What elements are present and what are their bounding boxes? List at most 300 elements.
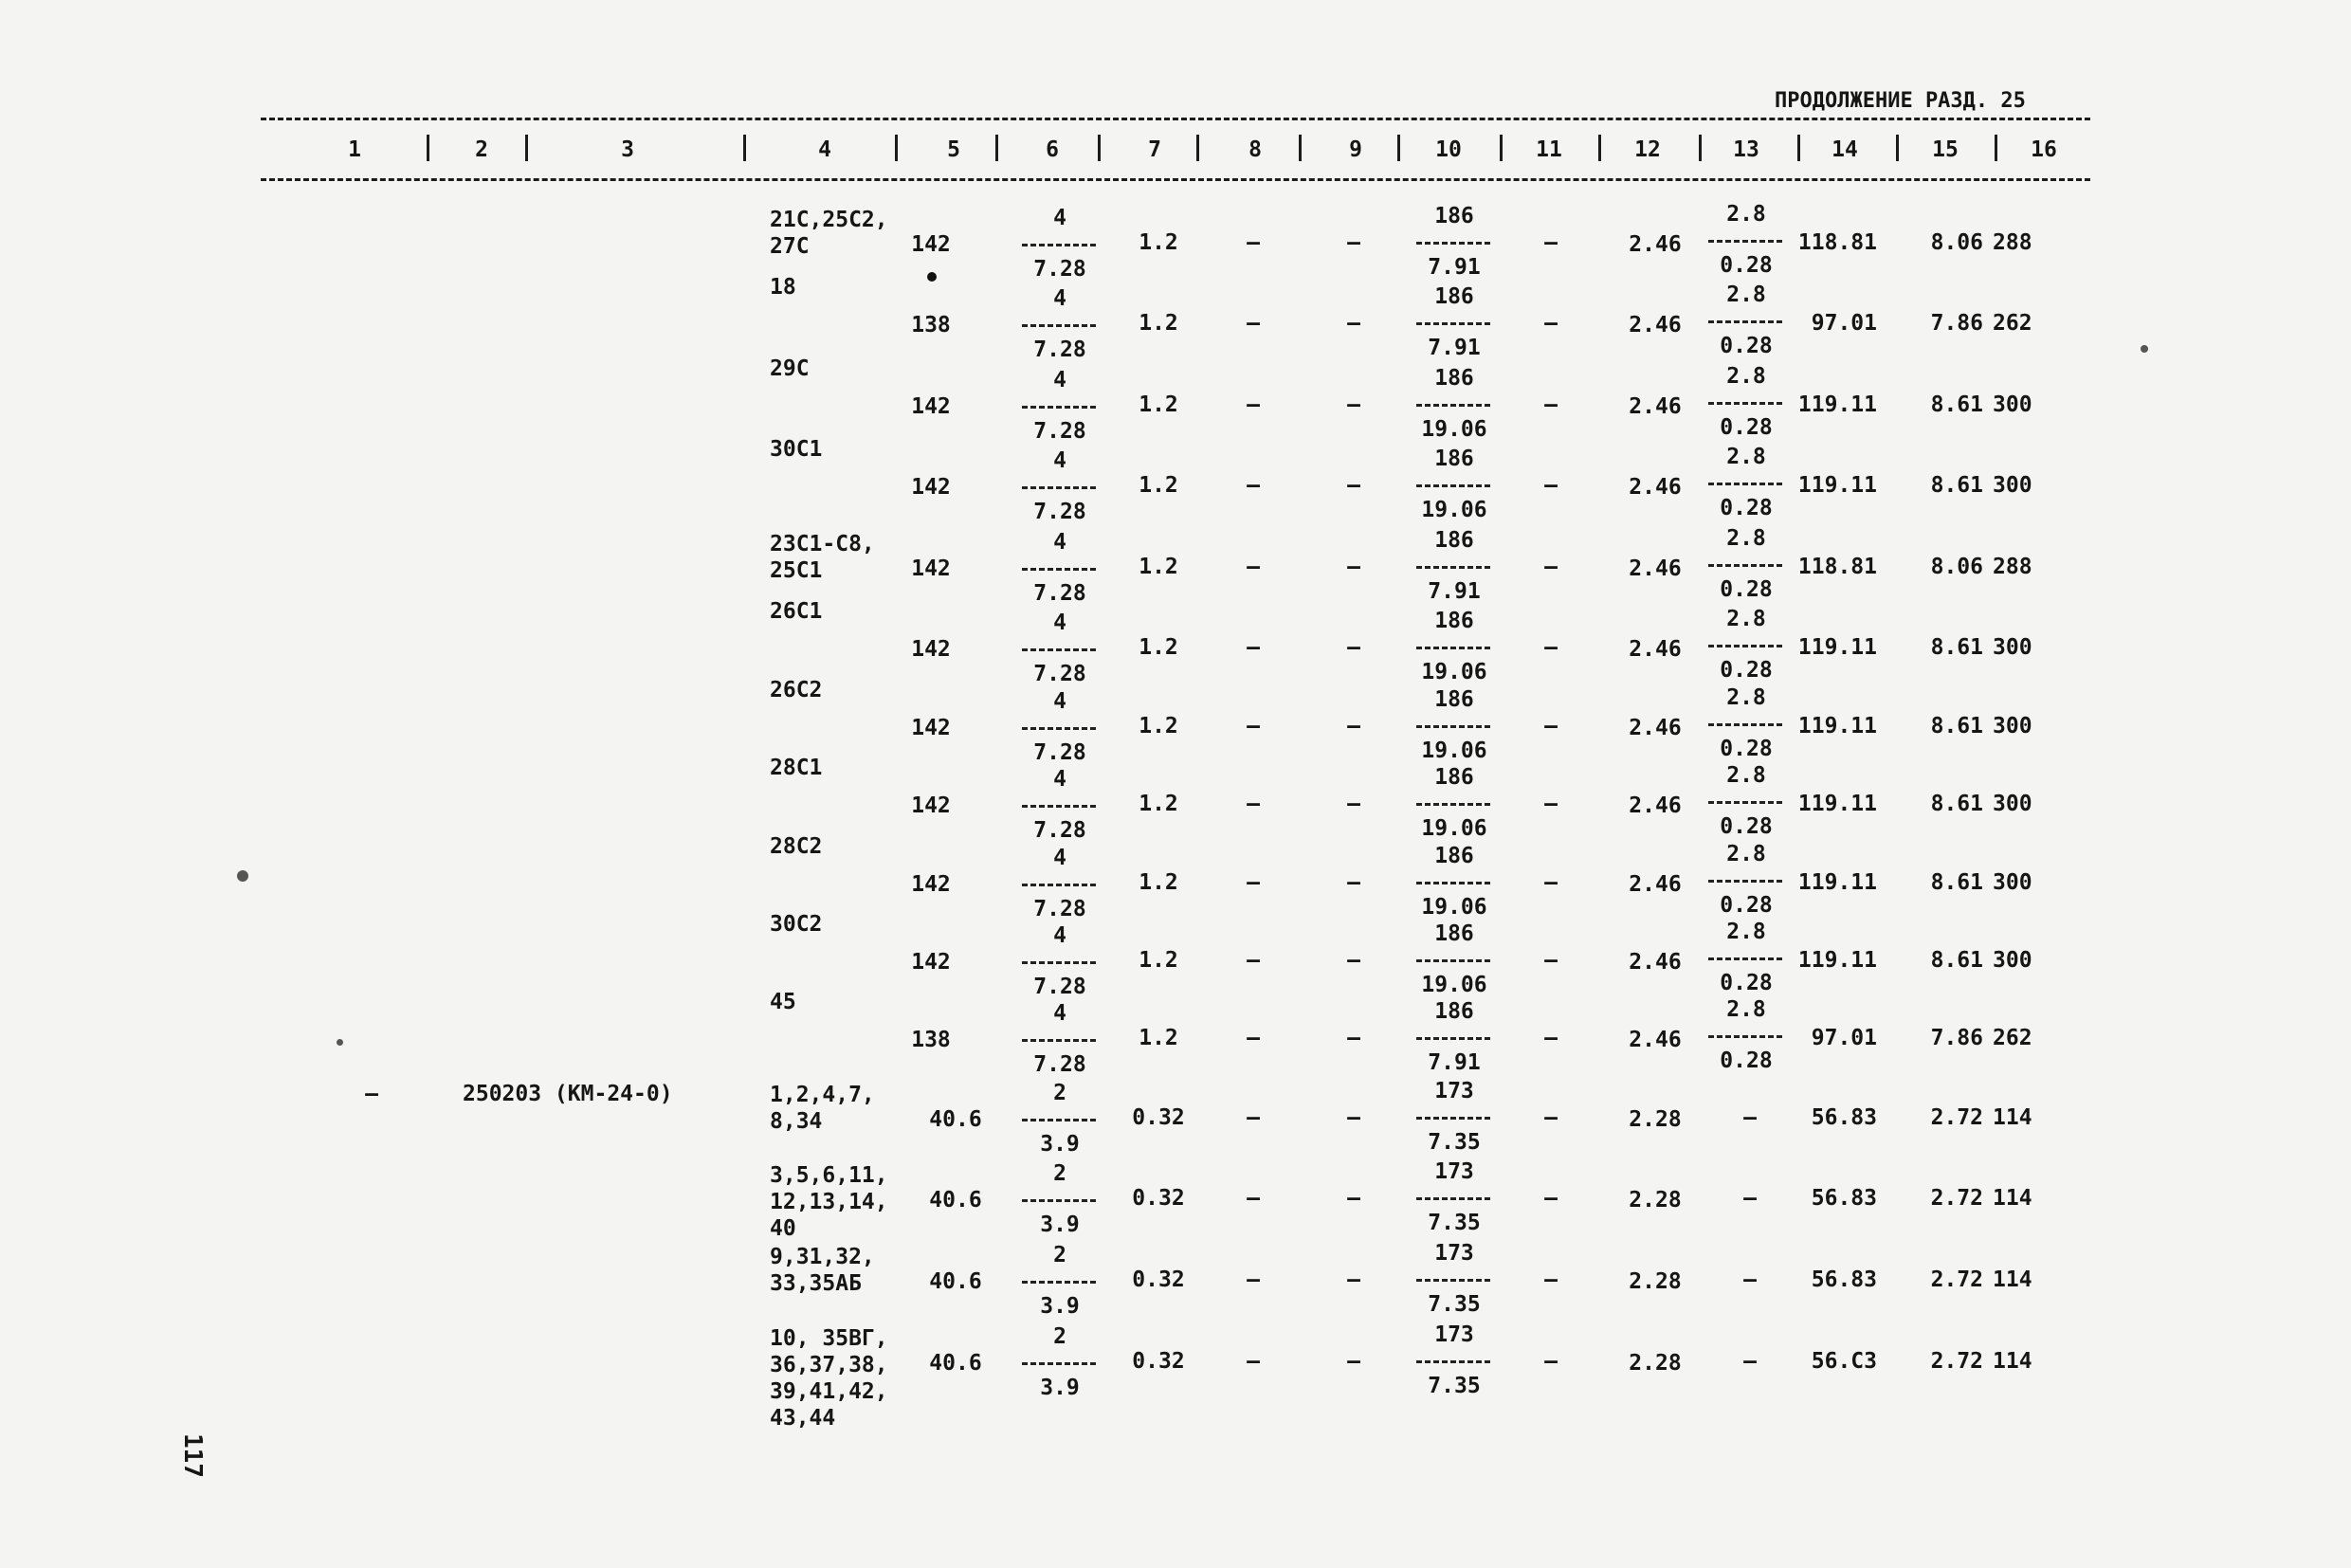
cell-col16: 114	[1993, 1105, 2032, 1130]
fraction-bar	[1416, 882, 1490, 884]
cell-col8: –	[1247, 1026, 1260, 1050]
cell-col5: 40.6	[929, 1269, 982, 1294]
scan-speck	[237, 870, 248, 882]
fraction-numerator: 186	[1434, 921, 1474, 946]
cell-col16: 300	[1993, 392, 2032, 417]
cell-col8: –	[1247, 555, 1260, 579]
cell-col12: 2.46	[1629, 313, 1682, 337]
cell-col8: –	[1247, 714, 1260, 738]
cell-col12: 2.46	[1629, 950, 1682, 975]
fraction-denominator: 19.06	[1421, 498, 1487, 522]
cell-col9: –	[1347, 714, 1360, 738]
group-col3-code: 250203 (КМ-24-0)	[463, 1082, 673, 1106]
fraction-denominator: 0.28	[1720, 1048, 1773, 1073]
cell-col12: 2.46	[1629, 1028, 1682, 1052]
cell-col15: 8.61	[1930, 473, 1983, 498]
fraction-bar	[1022, 648, 1096, 651]
column-separator	[1098, 135, 1101, 161]
fraction-bar	[1022, 727, 1096, 730]
cell-col8: –	[1247, 473, 1260, 498]
cell-col16: 300	[1993, 792, 2032, 816]
fraction-numerator: 186	[1434, 204, 1474, 228]
cell-col7: 1.2	[1139, 870, 1178, 895]
cell-col8: –	[1247, 1105, 1260, 1130]
cell-col14: 119.11	[1797, 392, 1877, 417]
fraction-denominator: 0.28	[1720, 415, 1773, 440]
cell-col8: –	[1247, 1349, 1260, 1374]
cell-col8: –	[1247, 1186, 1260, 1211]
fraction-denominator: 7.28	[1033, 419, 1086, 444]
fraction-denominator: 0.28	[1720, 334, 1773, 358]
column-header-16: 16	[2031, 137, 2057, 162]
cell-col12: 2.28	[1629, 1351, 1682, 1376]
cell-col4-ids: 28С2	[770, 834, 823, 859]
fraction-numerator: 2.8	[1726, 445, 1766, 469]
fraction-bar	[1416, 322, 1490, 325]
cell-col15: 2.72	[1930, 1105, 1983, 1130]
cell-col4-ids: 30С2	[770, 912, 823, 937]
cell-col4-ids: 40	[770, 1216, 796, 1241]
cell-col9: –	[1347, 473, 1360, 498]
column-separator	[1797, 135, 1800, 161]
cell-col4-ids: 9,31,32,	[770, 1245, 875, 1269]
fraction-bar	[1416, 404, 1490, 407]
cell-col16: 262	[1993, 311, 2032, 336]
column-header-2: 2	[475, 137, 488, 162]
fraction-bar	[1708, 645, 1782, 647]
cell-col12: 2.28	[1629, 1107, 1682, 1132]
fraction-denominator: 0.28	[1720, 737, 1773, 761]
fraction-numerator: 2.8	[1726, 763, 1766, 788]
fraction-numerator: 4	[1053, 368, 1066, 392]
fraction-denominator: 7.35	[1428, 1130, 1481, 1155]
scan-speck	[337, 1039, 343, 1046]
cell-col16: 300	[1993, 714, 2032, 738]
cell-col9: –	[1347, 1186, 1360, 1211]
fraction-denominator: 7.28	[1033, 257, 1086, 282]
fraction-denominator: 7.28	[1033, 662, 1086, 686]
cell-col4-ids: 8,34	[770, 1109, 823, 1134]
fraction-numerator: 186	[1434, 765, 1474, 790]
cell-col11: –	[1544, 230, 1558, 255]
cell-col14: 97.01	[1811, 1026, 1877, 1050]
fraction-numerator: 2	[1053, 1243, 1066, 1267]
cell-col4-ids: 33,35АБ	[770, 1271, 862, 1296]
fraction-denominator: 19.06	[1421, 895, 1487, 920]
cell-col14: 97.01	[1811, 311, 1877, 336]
cell-col9: –	[1347, 870, 1360, 895]
fraction-bar	[1708, 801, 1782, 804]
fraction-bar	[1416, 242, 1490, 245]
fraction-numerator: 2.8	[1726, 920, 1766, 944]
column-header-1: 1	[348, 137, 361, 162]
fraction-numerator: 4	[1053, 286, 1066, 311]
cell-col4-ids: 28С1	[770, 756, 823, 780]
cell-col12: 2.28	[1629, 1188, 1682, 1212]
fraction-bar	[1416, 959, 1490, 962]
fraction-denominator: 7.28	[1033, 337, 1086, 362]
cell-col11: –	[1544, 311, 1558, 336]
fraction-denominator: 3.9	[1040, 1132, 1080, 1157]
fraction-numerator: 2.8	[1726, 526, 1766, 551]
fraction-denominator: 0.28	[1720, 893, 1773, 918]
cell-col15: 8.61	[1930, 635, 1983, 660]
cell-col16: 114	[1993, 1186, 2032, 1211]
fraction-bar	[1708, 402, 1782, 405]
cell-col15: 8.06	[1930, 230, 1983, 255]
fraction-bar	[1022, 805, 1096, 808]
fraction-denominator: 7.35	[1428, 1211, 1481, 1235]
cell-col7: 1.2	[1139, 714, 1178, 738]
cell-col11: –	[1544, 392, 1558, 417]
cell-col14: 119.11	[1797, 635, 1877, 660]
fraction-bar	[1022, 1281, 1096, 1284]
fraction-bar	[1708, 723, 1782, 726]
cell-col16: 300	[1993, 870, 2032, 895]
cell-col12: 2.46	[1629, 872, 1682, 897]
fraction-numerator: 4	[1053, 767, 1066, 792]
fraction-bar	[1022, 1039, 1096, 1042]
fraction-bar	[1708, 1035, 1782, 1038]
fraction-denominator: 7.28	[1033, 1052, 1086, 1077]
cell-col4-ids: 26С2	[770, 678, 823, 702]
cell-col14: 118.81	[1797, 230, 1877, 255]
cell-col9: –	[1347, 1105, 1360, 1130]
fraction-bar	[1022, 961, 1096, 964]
cell-col8: –	[1247, 792, 1260, 816]
column-separator	[1896, 135, 1899, 161]
cell-col12: 2.46	[1629, 556, 1682, 581]
fraction-denominator: 7.28	[1033, 581, 1086, 606]
column-header-13: 13	[1733, 137, 1759, 162]
column-separator	[427, 135, 429, 161]
fraction-bar	[1416, 1360, 1490, 1363]
fraction-numerator: 2.8	[1726, 364, 1766, 389]
fraction-denominator: 7.91	[1428, 579, 1481, 604]
column-header-5: 5	[947, 137, 960, 162]
cell-col4-ids: 25С1	[770, 558, 823, 583]
cell-col4-ids: 1,2,4,7,	[770, 1083, 875, 1107]
fraction-bar	[1022, 486, 1096, 489]
cell-col14: 56.83	[1811, 1105, 1877, 1130]
fraction-numerator: 186	[1434, 687, 1474, 712]
cell-col5: 142	[911, 232, 951, 257]
column-header-15: 15	[1932, 137, 1959, 162]
cell-col13: –	[1743, 1349, 1757, 1374]
cell-col12: 2.46	[1629, 475, 1682, 500]
fraction-numerator: 2	[1053, 1161, 1066, 1186]
cell-col14: 119.11	[1797, 948, 1877, 973]
fraction-numerator: 186	[1434, 844, 1474, 868]
cell-col8: –	[1247, 870, 1260, 895]
fraction-denominator: 0.28	[1720, 577, 1773, 602]
fraction-bar	[1022, 1119, 1096, 1121]
cell-col12: 2.46	[1629, 793, 1682, 818]
cell-col8: –	[1247, 311, 1260, 336]
cell-col12: 2.46	[1629, 394, 1682, 419]
fraction-numerator: 4	[1053, 1001, 1066, 1026]
fraction-denominator: 19.06	[1421, 660, 1487, 684]
cell-col14: 119.11	[1797, 792, 1877, 816]
column-separator	[525, 135, 528, 161]
cell-col16: 288	[1993, 555, 2032, 579]
cell-col13: –	[1743, 1105, 1757, 1130]
fraction-bar	[1022, 568, 1096, 571]
cell-col7: 1.2	[1139, 1026, 1178, 1050]
cell-col5: 40.6	[929, 1107, 982, 1132]
cell-col8: –	[1247, 948, 1260, 973]
fraction-numerator: 2	[1053, 1081, 1066, 1105]
fraction-bar	[1416, 1279, 1490, 1282]
column-separator	[1995, 135, 1997, 161]
fraction-numerator: 186	[1434, 999, 1474, 1024]
cell-col5: 142	[911, 637, 951, 662]
fraction-numerator: 2.8	[1726, 283, 1766, 307]
column-header-10: 10	[1435, 137, 1462, 162]
fraction-bar	[1708, 957, 1782, 960]
cell-col9: –	[1347, 1349, 1360, 1374]
cell-col9: –	[1347, 1267, 1360, 1292]
cell-col14: 118.81	[1797, 555, 1877, 579]
fraction-denominator: 3.9	[1040, 1294, 1080, 1319]
cell-col8: –	[1247, 392, 1260, 417]
cell-col7: 1.2	[1139, 948, 1178, 973]
fraction-bar	[1022, 1362, 1096, 1365]
cell-col4-ids: 30С1	[770, 437, 823, 462]
cell-col14: 56.C3	[1811, 1349, 1877, 1374]
cell-col9: –	[1347, 555, 1360, 579]
cell-col5: 138	[911, 1028, 951, 1052]
fraction-numerator: 173	[1434, 1079, 1474, 1103]
fraction-bar	[1416, 803, 1490, 806]
fraction-denominator: 7.91	[1428, 1050, 1481, 1075]
cell-col15: 7.86	[1930, 1026, 1983, 1050]
fraction-numerator: 4	[1053, 923, 1066, 948]
cell-col9: –	[1347, 1026, 1360, 1050]
cell-col11: –	[1544, 870, 1558, 895]
fraction-bar	[1022, 244, 1096, 246]
cell-col4-ids: 18	[770, 275, 796, 300]
fraction-bar	[1416, 1197, 1490, 1200]
column-header-6: 6	[1046, 137, 1059, 162]
fraction-denominator: 19.06	[1421, 973, 1487, 997]
fraction-numerator: 4	[1053, 530, 1066, 555]
cell-col16: 300	[1993, 473, 2032, 498]
cell-col7: 1.2	[1139, 555, 1178, 579]
fraction-bar	[1022, 324, 1096, 327]
fraction-numerator: 186	[1434, 366, 1474, 391]
fraction-numerator: 186	[1434, 284, 1474, 309]
cell-col12: 2.46	[1629, 637, 1682, 662]
cell-col13: –	[1743, 1267, 1757, 1292]
cell-col14: 119.11	[1797, 473, 1877, 498]
fraction-bar	[1416, 484, 1490, 487]
cell-col16: 114	[1993, 1349, 2032, 1374]
fraction-denominator: 7.35	[1428, 1292, 1481, 1317]
cell-col8: –	[1247, 635, 1260, 660]
column-header-9: 9	[1349, 137, 1362, 162]
cell-col11: –	[1544, 1186, 1558, 1211]
cell-col13: –	[1743, 1186, 1757, 1211]
cell-col11: –	[1544, 473, 1558, 498]
fraction-numerator: 2.8	[1726, 842, 1766, 866]
cell-col5: 142	[911, 716, 951, 740]
fraction-numerator: 2.8	[1726, 685, 1766, 710]
header-rule-bottom	[261, 178, 2090, 181]
cell-col12: 2.46	[1629, 716, 1682, 740]
cell-col4-ids: 21С,25С2,	[770, 208, 888, 232]
section-title: ПРОДОЛЖЕНИЕ РАЗД. 25	[1775, 89, 2026, 113]
column-separator	[1500, 135, 1503, 161]
column-header-11: 11	[1536, 137, 1562, 162]
cell-col4-ids: 36,37,38,	[770, 1353, 888, 1377]
cell-col11: –	[1544, 1349, 1558, 1374]
fraction-numerator: 2.8	[1726, 607, 1766, 631]
fraction-bar	[1416, 566, 1490, 569]
fraction-numerator: 2	[1053, 1324, 1066, 1349]
column-separator	[1699, 135, 1702, 161]
cell-col9: –	[1347, 948, 1360, 973]
cell-col7: 1.2	[1139, 392, 1178, 417]
cell-col11: –	[1544, 635, 1558, 660]
cell-col5: 40.6	[929, 1188, 982, 1212]
cell-col14: 119.11	[1797, 714, 1877, 738]
cell-col15: 8.61	[1930, 392, 1983, 417]
cell-col16: 114	[1993, 1267, 2032, 1292]
cell-col12: 2.28	[1629, 1269, 1682, 1294]
cell-col7: 0.32	[1132, 1349, 1185, 1374]
cell-col15: 2.72	[1930, 1349, 1983, 1374]
cell-col7: 0.32	[1132, 1105, 1185, 1130]
fraction-bar	[1708, 880, 1782, 883]
cell-col4-ids: 26С1	[770, 599, 823, 624]
cell-col7: 1.2	[1139, 230, 1178, 255]
cell-col15: 8.61	[1930, 714, 1983, 738]
cell-col4-ids: 39,41,42,	[770, 1379, 888, 1404]
fraction-numerator: 186	[1434, 609, 1474, 633]
cell-col4-ids: 3,5,6,11,	[770, 1163, 888, 1188]
fraction-bar	[1708, 320, 1782, 323]
cell-col8: –	[1247, 1267, 1260, 1292]
cell-col5: 142	[911, 475, 951, 500]
header-rule-top	[261, 118, 2090, 120]
fraction-numerator: 173	[1434, 1322, 1474, 1347]
page-number: 117	[178, 1433, 207, 1478]
column-separator	[1397, 135, 1400, 161]
cell-col11: –	[1544, 555, 1558, 579]
fraction-denominator: 3.9	[1040, 1212, 1080, 1237]
fraction-denominator: 0.28	[1720, 971, 1773, 995]
fraction-bar	[1708, 564, 1782, 567]
cell-col8: –	[1247, 230, 1260, 255]
fraction-numerator: 186	[1434, 528, 1474, 553]
fraction-bar	[1416, 647, 1490, 649]
fraction-bar	[1416, 725, 1490, 728]
fraction-denominator: 19.06	[1421, 417, 1487, 442]
scan-speck	[2141, 345, 2148, 353]
cell-col4-ids: 12,13,14,	[770, 1190, 888, 1214]
fraction-denominator: 7.35	[1428, 1374, 1481, 1398]
cell-col4-ids: 29С	[770, 356, 810, 381]
fraction-bar	[1708, 240, 1782, 243]
fraction-bar	[1022, 406, 1096, 409]
fraction-numerator: 173	[1434, 1241, 1474, 1266]
cell-col9: –	[1347, 792, 1360, 816]
cell-col16: 262	[1993, 1026, 2032, 1050]
column-separator	[1299, 135, 1302, 161]
fraction-bar	[1416, 1037, 1490, 1040]
fraction-denominator: 7.28	[1033, 740, 1086, 765]
cell-col12: 2.46	[1629, 232, 1682, 257]
cell-col4-ids: 10, 35ВГ,	[770, 1326, 888, 1351]
cell-col9: –	[1347, 392, 1360, 417]
cell-col15: 8.06	[1930, 555, 1983, 579]
column-header-7: 7	[1148, 137, 1161, 162]
fraction-denominator: 7.28	[1033, 500, 1086, 524]
cell-col15: 2.72	[1930, 1267, 1983, 1292]
cell-col15: 8.61	[1930, 792, 1983, 816]
column-separator	[1598, 135, 1601, 161]
cell-col5: 142	[911, 872, 951, 897]
fraction-denominator: 0.28	[1720, 496, 1773, 520]
cell-col11: –	[1544, 948, 1558, 973]
fraction-numerator: 4	[1053, 846, 1066, 870]
cell-col16: 288	[1993, 230, 2032, 255]
cell-col7: 1.2	[1139, 635, 1178, 660]
cell-col11: –	[1544, 792, 1558, 816]
cell-col5: 142	[911, 950, 951, 975]
cell-col4-ids: 45	[770, 990, 796, 1014]
column-separator	[995, 135, 998, 161]
cell-col7: 0.32	[1132, 1267, 1185, 1292]
fraction-denominator: 19.06	[1421, 816, 1487, 841]
fraction-denominator: 0.28	[1720, 814, 1773, 839]
column-header-4: 4	[818, 137, 831, 162]
cell-col14: 56.83	[1811, 1267, 1877, 1292]
column-separator	[743, 135, 746, 161]
fraction-denominator: 19.06	[1421, 738, 1487, 763]
fraction-bar	[1022, 1199, 1096, 1202]
cell-col16: 300	[1993, 948, 2032, 973]
cell-col15: 8.61	[1930, 948, 1983, 973]
cell-col5: 142	[911, 793, 951, 818]
fraction-numerator: 4	[1053, 689, 1066, 714]
cell-col4-ids: 43,44	[770, 1406, 836, 1431]
cell-col11: –	[1544, 1267, 1558, 1292]
fraction-numerator: 4	[1053, 206, 1066, 230]
column-header-3: 3	[621, 137, 634, 162]
cell-col5: 142	[911, 394, 951, 419]
cell-col15: 7.86	[1930, 311, 1983, 336]
fraction-numerator: 2.8	[1726, 202, 1766, 227]
column-header-8: 8	[1248, 137, 1262, 162]
fraction-numerator: 186	[1434, 447, 1474, 471]
fraction-denominator: 7.28	[1033, 818, 1086, 843]
cell-col11: –	[1544, 1105, 1558, 1130]
cell-col16: 300	[1993, 635, 2032, 660]
cell-col9: –	[1347, 230, 1360, 255]
fraction-denominator: 7.91	[1428, 255, 1481, 280]
cell-col5: 40.6	[929, 1351, 982, 1376]
cell-col7: 1.2	[1139, 792, 1178, 816]
fraction-denominator: 7.28	[1033, 975, 1086, 999]
cell-col14: 119.11	[1797, 870, 1877, 895]
fraction-numerator: 2.8	[1726, 997, 1766, 1022]
scan-speck	[927, 272, 937, 282]
cell-col15: 8.61	[1930, 870, 1983, 895]
column-separator	[1196, 135, 1199, 161]
cell-col9: –	[1347, 311, 1360, 336]
